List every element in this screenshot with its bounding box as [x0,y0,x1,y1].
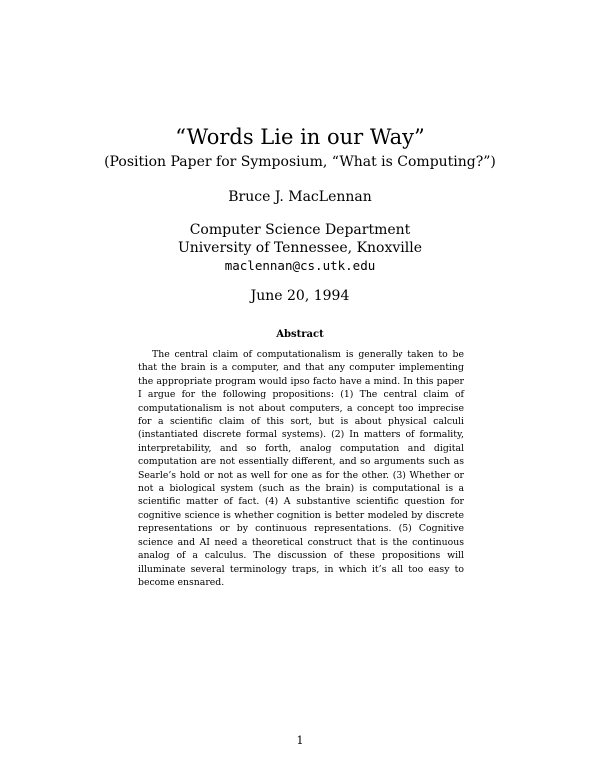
author-email: maclennan@cs.utk.edu [224,258,376,273]
abstract-text: The central claim of computationalism is generally taken to be that the brain is a computer, and that any computer implementing the appropriate program would ipso facto have a mind. In this paper I argue for the following propositions: (1) The central claim of computationalism is not about computers, a concept too imprecise for a scientific claim of this sort, but is about physical calculi (instantiated discrete formal systems). (2) In matters of formality, interpretability, and so forth, analog computation and digital computation are not essentially different, and so arguments such as Searle’s hold or not as well for one as for the other. (3) Whether or not a biological system (such as the brain) is computational is a scientific matter of fact. (4) A substantive scientific question for cognitive science is whether cognition is better modeled by discrete representations or by continuous representations. (5) Cognitive science and AI need a theoretical construct that is the continuous analog of a calculus. The discussion of these propositions will illuminate several terminology traps, in which it’s all too easy to become ensnared. [138,349,464,588]
department: Computer Science Department [189,222,411,238]
author-affiliation [0,221,600,275]
author-name: Bruce J. MacLennan [228,189,372,205]
paper-date: June 20, 1994 [250,288,350,304]
abstract-heading: Abstract [276,329,324,340]
university: University of Tennessee, Knoxville [177,240,422,256]
page-number: 1 [296,734,304,747]
paper-title: “Words Lie in our Way” [175,125,425,149]
paper-subtitle: (Position Paper for Symposium, “What is Computing?”) [104,154,496,170]
